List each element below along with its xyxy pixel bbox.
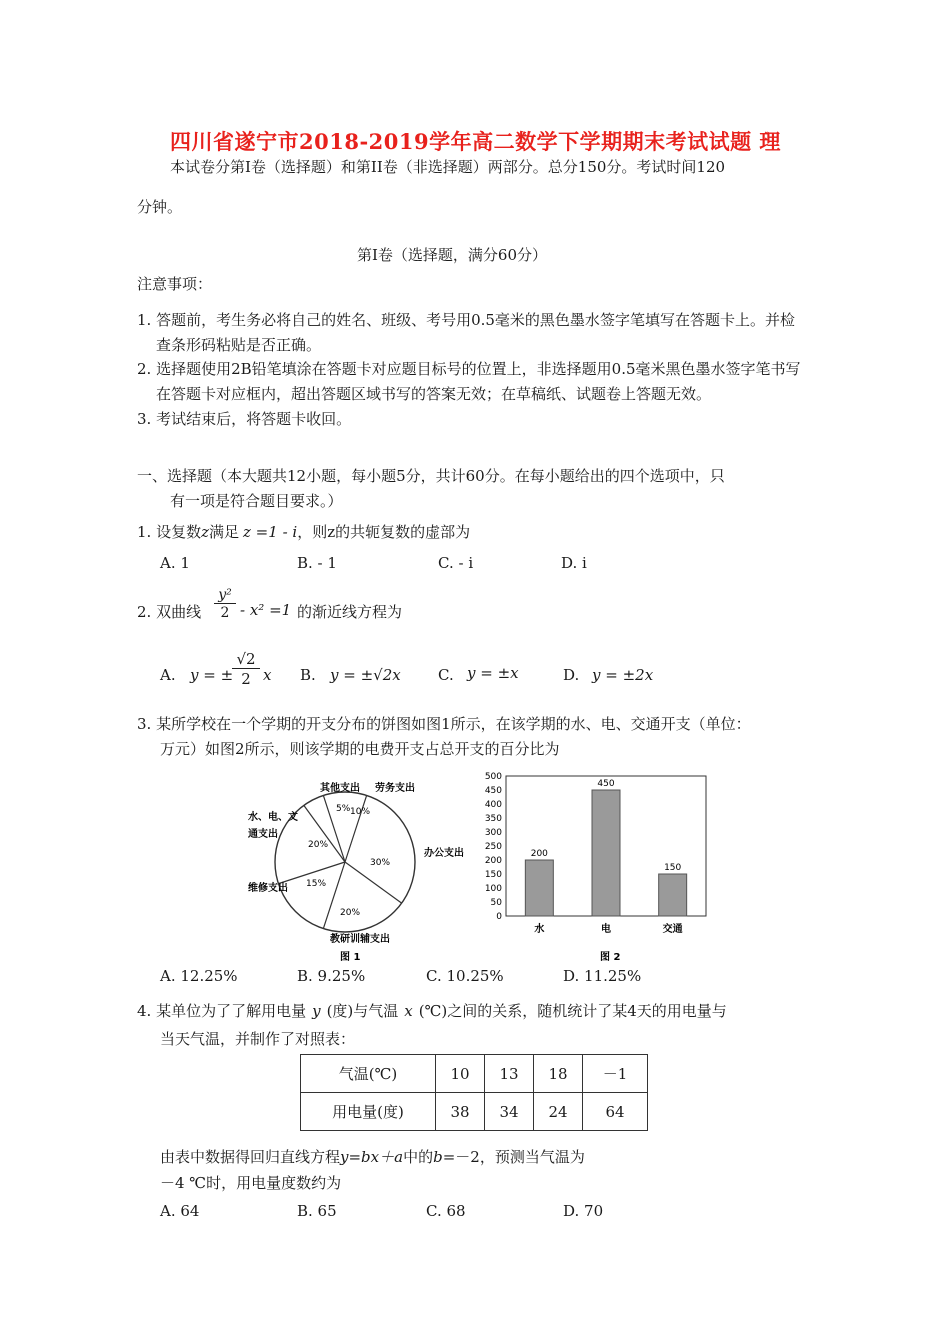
table-cell: 24 — [534, 1093, 583, 1131]
y-tick-label: 100 — [484, 884, 502, 894]
page-title: 四川省遂宁市2018-2019学年高二数学下学期期末考试试题 理 — [170, 129, 781, 154]
y-tick-label: 50 — [490, 898, 502, 908]
notice-2-line-2: 在答题卡对应框内，超出答题区域书写的答案无效；在草稿纸、试题卷上答题无效。 — [156, 385, 712, 403]
q2-option-a-lhs: y = ± — [190, 666, 234, 684]
q3-option-d: D. 11.25% — [563, 967, 642, 985]
table-cell: 34 — [485, 1093, 534, 1131]
notice-3: 3. 考试结束后，将答题卡收回。 — [137, 410, 352, 428]
q3-option-a: A. 12.25% — [160, 967, 238, 985]
q1-z: z — [201, 523, 209, 541]
notice-2-line-1: 2. 选择题使用2B铅笔填涂在答题卡对应题目标号的位置上，非选择题用0.5毫米黑色墨水签字笔书写 — [137, 360, 801, 378]
q4-line-2: 当天气温，并制作了对照表： — [160, 1030, 356, 1048]
table-row — [301, 1055, 648, 1093]
table-cell: 10 — [436, 1055, 485, 1093]
q1-option-b: B. - 1 — [297, 554, 337, 572]
pie-label-repair: 维修支出 — [248, 883, 288, 894]
y-tick-label: 250 — [484, 842, 502, 852]
part1-line-2: 有一项是符合题目要求。） — [170, 492, 343, 510]
y-tick-label: 300 — [484, 828, 502, 838]
q4-line-1 — [137, 1000, 727, 1021]
pie-pct-other: 5% — [336, 804, 351, 814]
bar-chart-figure-2 — [472, 770, 712, 966]
section-title: 第Ⅰ卷（选择题，满分60分） — [357, 246, 548, 264]
pie-pct-water: 20% — [308, 840, 329, 850]
table-header-usage: 用电量(度) — [301, 1093, 436, 1131]
q2-option-a-fraction — [232, 650, 260, 689]
q3-option-b: B. 9.25% — [297, 967, 366, 985]
part1-line-1: 一、选择题（本大题共12小题，每小题5分，共计60分。在每小题给出的四个选项中，只 — [137, 467, 725, 485]
q4-option-d: D. 70 — [563, 1202, 604, 1220]
table-cell: 13 — [485, 1055, 534, 1093]
q3-line-2: 万元）如图2所示，则该学期的电费开支占总开支的百分比为 — [160, 740, 560, 758]
q1-option-d: D. i — [561, 554, 587, 572]
bar-value-label: 150 — [664, 863, 682, 873]
bar-0 — [525, 860, 553, 916]
bar-caption: 图 2 — [600, 952, 621, 963]
q4-data-table — [300, 1054, 648, 1131]
pie-slice-edge — [345, 862, 402, 903]
q1-option-c: C. - i — [438, 554, 474, 572]
pie-caption: 图 1 — [340, 952, 361, 963]
y-tick-label: 200 — [484, 856, 502, 866]
pie-label-other: 其他支出 — [320, 783, 360, 794]
q4-y: y — [312, 1002, 321, 1020]
y-tick-label: 350 — [484, 814, 502, 824]
bar-value-label: 450 — [597, 779, 615, 789]
q2-frac-num: y² — [218, 587, 232, 603]
bar-1 — [592, 790, 620, 916]
q2-option-a-var: x — [263, 666, 272, 684]
y-tick-label: 0 — [496, 912, 502, 922]
pie-pct-office: 30% — [370, 858, 391, 868]
intro-line-2: 分钟。 — [137, 198, 183, 216]
q2-option-a-num: √2 — [236, 650, 256, 668]
q4-option-b: B. 65 — [297, 1202, 337, 1220]
q1-post: ，则z的共轭复数的虚部为 — [297, 523, 471, 541]
q2-option-c-label: C. — [438, 666, 454, 684]
q4-pre: 4. 某单位为了了解用电量 — [137, 1002, 307, 1020]
q2-fraction — [214, 587, 236, 622]
y-tick-label: 500 — [484, 772, 502, 782]
q4-mid2: (℃)之间的关系，随机统计了某4天的用电量与 — [418, 1002, 727, 1020]
pie-label-water-1: 水、电、文 — [248, 812, 298, 823]
notice-heading: 注意事项： — [137, 275, 213, 293]
q1-mid: 满足 — [209, 523, 240, 541]
q2-pre: 2. 双曲线 — [137, 603, 202, 621]
bar-value-label: 200 — [530, 849, 548, 859]
bar-2 — [659, 874, 687, 916]
table-row — [301, 1093, 648, 1131]
x-category-label: 水 — [534, 924, 545, 935]
pie-pct-labour: 10% — [350, 807, 371, 817]
q2-post: 的渐近线方程为 — [297, 603, 403, 621]
y-tick-label: 150 — [484, 870, 502, 880]
q4-option-a: A. 64 — [160, 1202, 200, 1220]
q2-option-a-den: 2 — [232, 668, 260, 689]
q3-line-1: 3. 某所学校在一个学期的开支分布的饼图如图1所示，在该学期的水、电、交通开支（单位： — [137, 715, 751, 733]
q2-eq-rest: - x² =1 — [240, 601, 292, 619]
pie-chart-figure-1 — [240, 772, 475, 970]
pie-pct-repair: 15% — [306, 879, 327, 889]
q2-frac-den: 2 — [214, 603, 236, 622]
y-tick-label: 400 — [484, 800, 502, 810]
notice-1-line-2: 查条形码粘贴是否正确。 — [156, 336, 322, 354]
pie-pct-teaching: 20% — [340, 908, 361, 918]
x-category-label: 电 — [601, 924, 611, 935]
q4-line3-b: b — [433, 1148, 443, 1166]
q2-option-b-label: B. — [300, 666, 316, 684]
q4-x: x — [404, 1002, 413, 1020]
q4-line-4: －4 ℃时，用电量度数约为 — [160, 1174, 342, 1192]
q2-option-b-value: y = ±√2x — [330, 666, 401, 684]
q4-option-c: C. 68 — [426, 1202, 466, 1220]
q4-line3-post: =－2，预测当气温为 — [442, 1148, 585, 1166]
question-1 — [137, 521, 470, 542]
x-category-label: 交通 — [662, 924, 683, 935]
q4-mid1: (度)与气温 — [326, 1002, 399, 1020]
table-header-temp: 气温(℃) — [301, 1055, 436, 1093]
intro-line-1: 本试卷分第Ⅰ卷（选择题）和第II卷（非选择题）两部分。总分150分。考试时间120 — [170, 158, 726, 176]
table-cell: 18 — [534, 1055, 583, 1093]
pie-label-labour: 劳务支出 — [375, 783, 415, 794]
bar-marks-group — [525, 779, 686, 935]
q4-line3-mid: 中的 — [403, 1148, 434, 1166]
q4-line3-pre: 由表中数据得回归直线方程 — [160, 1148, 341, 1166]
table-cell: －1 — [583, 1055, 648, 1093]
q1-eq: z =1 - i — [243, 523, 298, 541]
pie-slice-edge — [323, 862, 345, 929]
pie-label-water-2: 通支出 — [248, 829, 278, 840]
notice-1-line-1: 1. 答题前，考生务必将自己的姓名、班级、考号用0.5毫米的黑色墨水签字笔填写在答题卡上。并检 — [137, 311, 795, 329]
q3-option-c: C. 10.25% — [426, 967, 504, 985]
q2-option-a-label: A. — [160, 666, 176, 684]
table-cell: 64 — [583, 1093, 648, 1131]
q2-option-d-value: y = ±2x — [592, 666, 654, 684]
table-cell: 38 — [436, 1093, 485, 1131]
q4-line-3 — [160, 1146, 585, 1167]
q2-option-d-label: D. — [563, 666, 580, 684]
pie-label-office: 办公支出 — [424, 848, 464, 859]
q2-option-c-value: y = ±x — [467, 664, 519, 682]
q1-option-a: A. 1 — [160, 554, 190, 572]
q4-line3-eq: y=bx＋a — [340, 1148, 404, 1166]
pie-label-teaching: 教研训辅支出 — [330, 934, 390, 945]
y-tick-label: 450 — [484, 786, 502, 796]
q1-pre: 1. 设复数 — [137, 523, 202, 541]
